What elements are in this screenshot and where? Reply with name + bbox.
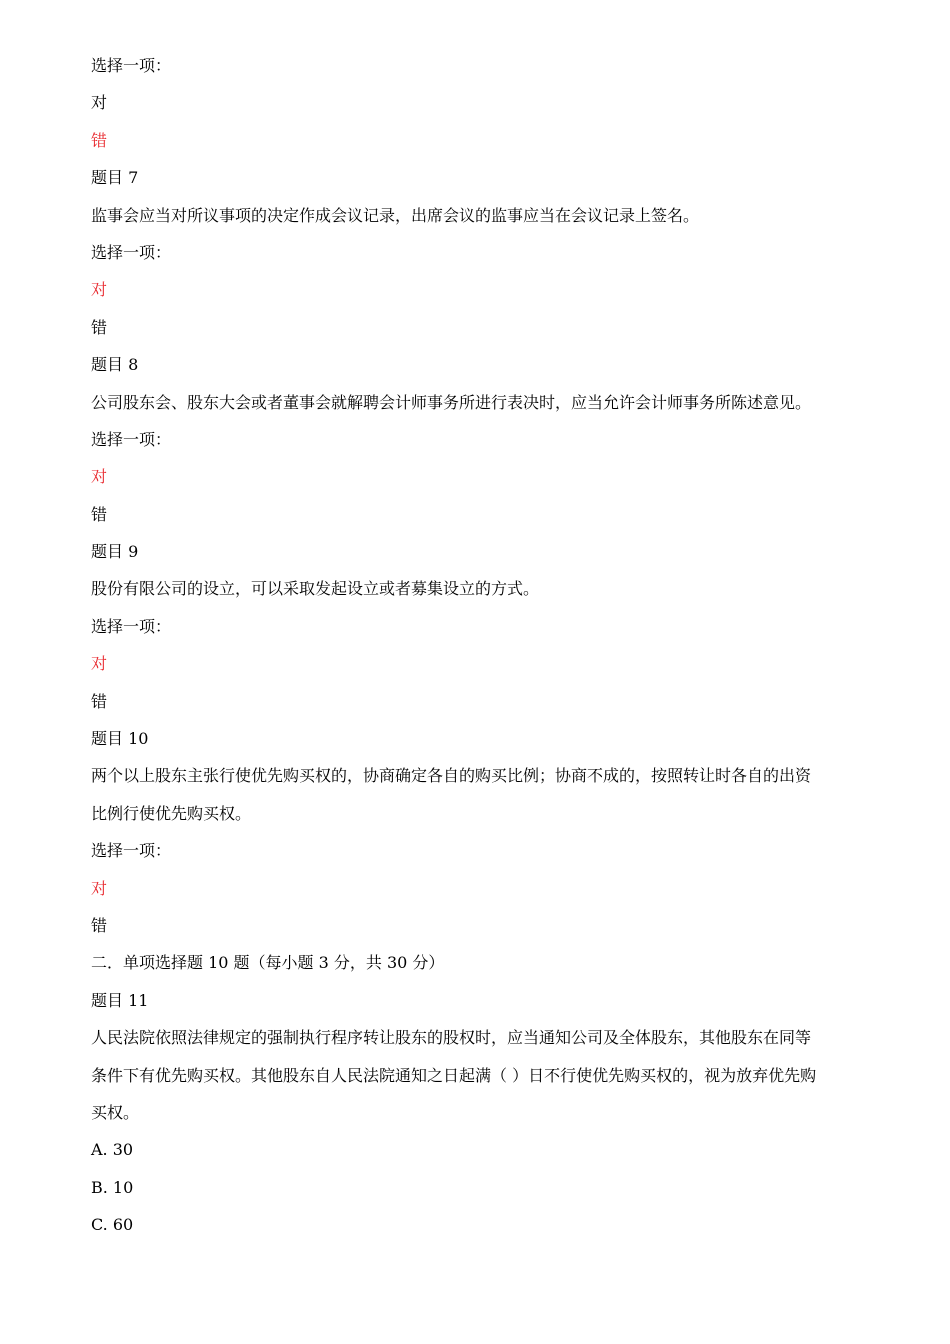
answer-option-selected[interactable]: 错 bbox=[91, 130, 108, 150]
answer-option[interactable]: 错 bbox=[91, 504, 108, 524]
question-heading: 题目 8 bbox=[91, 355, 139, 375]
answer-option[interactable]: 对 bbox=[91, 93, 108, 113]
document-page bbox=[91, 47, 861, 1244]
choice-prompt: 选择一项： bbox=[91, 616, 172, 636]
answer-option[interactable]: 错 bbox=[91, 691, 108, 711]
question-text: 买权。 bbox=[91, 1102, 140, 1122]
answer-option[interactable]: 错 bbox=[91, 915, 108, 935]
choice-prompt: 选择一项： bbox=[91, 242, 172, 262]
question-text: 两个以上股东主张行使优先购买权的，协商确定各自的购买比例；协商不成的，按照转让时各自的出资 bbox=[91, 766, 812, 786]
question-text: 条件下有优先购买权。其他股东自人民法院通知之日起满（ ）日不行使优先购买权的，视为放弃优先购 bbox=[91, 1065, 817, 1085]
choice-prompt: 选择一项： bbox=[91, 56, 172, 75]
question-text: 公司股东会、股东大会或者董事会就解聘会计师事务所进行表决时，应当允许会计师事务所陈述意见。 bbox=[91, 392, 812, 412]
section-heading: 二．单项选择题 10 题（每小题 3 分，共 30 分） bbox=[91, 953, 445, 973]
question-text: 股份有限公司的设立，可以采取发起设立或者募集设立的方式。 bbox=[91, 579, 540, 599]
question-text: 比例行使优先购买权。 bbox=[91, 803, 252, 823]
question-heading: 题目 11 bbox=[91, 990, 149, 1010]
question-heading: 题目 9 bbox=[91, 542, 139, 562]
question-text: 监事会应当对所议事项的决定作成会议记录，出席会议的监事应当在会议记录上签名。 bbox=[91, 205, 700, 225]
answer-option-selected[interactable]: 对 bbox=[91, 654, 108, 674]
answer-option[interactable]: 错 bbox=[91, 317, 108, 337]
choice-prompt: 选择一项： bbox=[91, 429, 172, 449]
answer-option-selected[interactable]: 对 bbox=[91, 280, 108, 300]
answer-option[interactable]: A. 30 bbox=[91, 1140, 134, 1160]
question-heading: 题目 10 bbox=[91, 729, 149, 749]
answer-option[interactable]: C. 60 bbox=[91, 1215, 134, 1235]
question-text: 人民法院依照法律规定的强制执行程序转让股东的股权时，应当通知公司及全体股东，其他股东在同等 bbox=[91, 1028, 812, 1048]
answer-option[interactable]: B. 10 bbox=[91, 1177, 134, 1197]
answer-option-selected[interactable]: 对 bbox=[91, 467, 108, 487]
choice-prompt: 选择一项： bbox=[91, 841, 172, 861]
answer-option-selected[interactable]: 对 bbox=[91, 878, 108, 898]
question-heading: 题目 7 bbox=[91, 168, 139, 188]
